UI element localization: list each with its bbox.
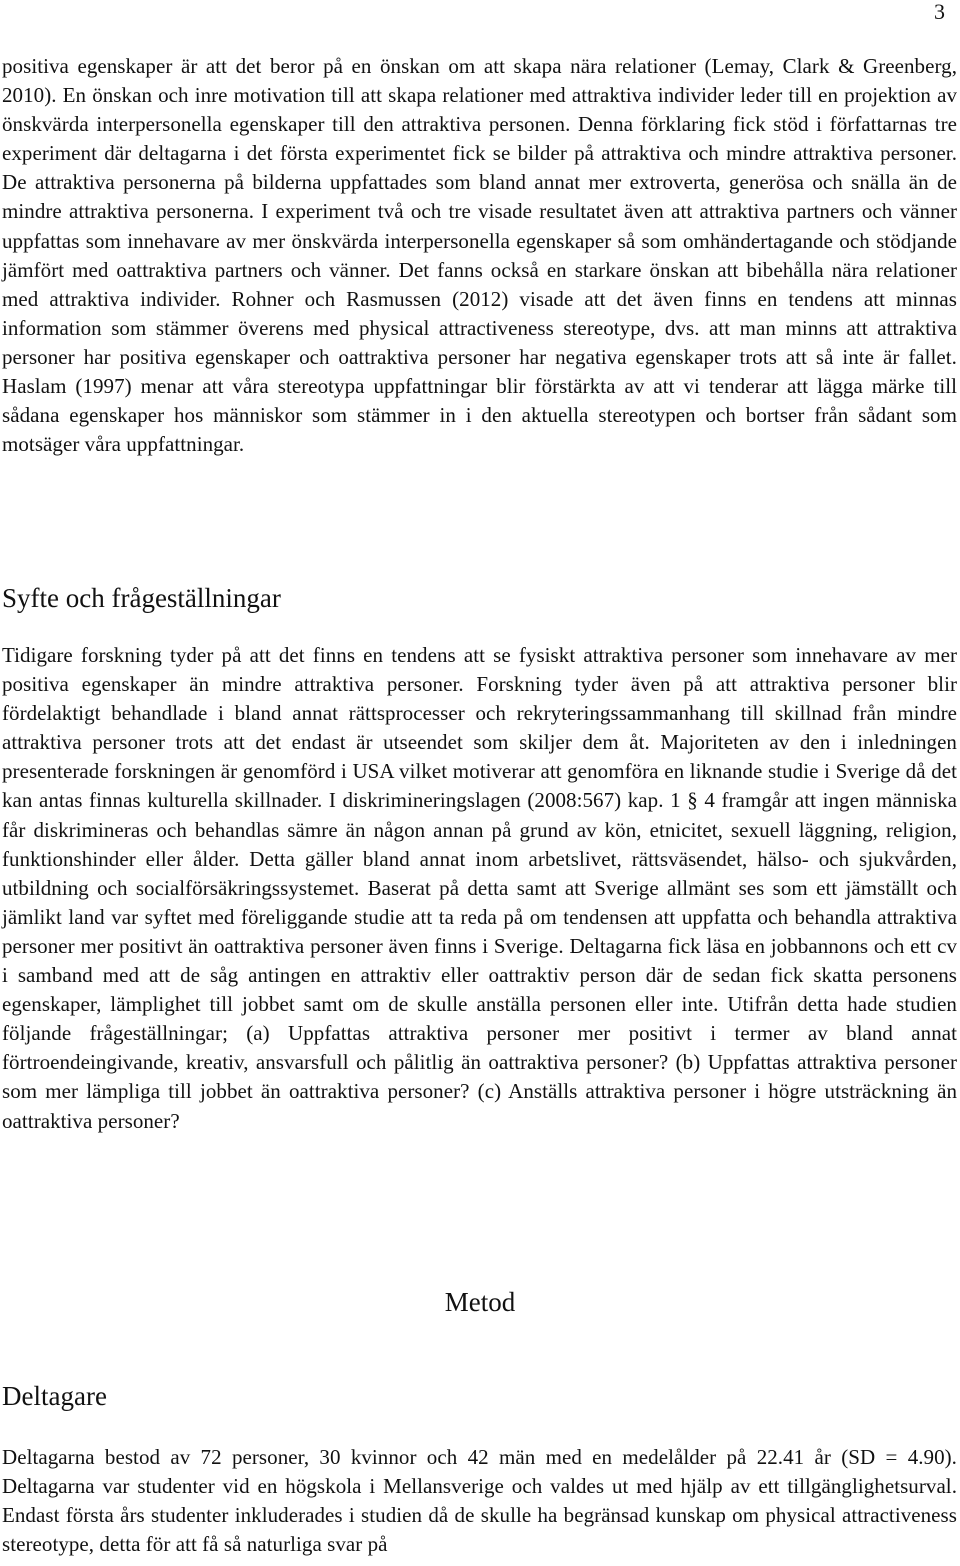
heading-syfte: Syfte och frågeställningar bbox=[2, 583, 281, 613]
paragraph-deltagare: Deltagarna bestod av 72 personer, 30 kvinnor och 42 män med en medelålder på 22.41 år (SD = 4.90). Deltagarna var studenter vid en högskola i Mellansverige och valdes ut med hjälp av ett tillgänglighetsurval. Endast första års studenter inkluderades i studien då de skulle ha begränsad kunskap om physical attractiveness stereotype, detta för att få så naturliga svar på bbox=[2, 1445, 957, 1557]
paragraph-intro: positiva egenskaper är att det beror på en önskan om att skapa nära relationer (Lemay, Clark & Greenberg, 2010). En önskan och inre motivation till att skapa relationer med attraktiva individer leder till en projektion av önskvärda interpersonella egenskaper till den attraktiva personen. Denna förklaring fick stöd i författarnas tre experiment där deltagarna i det första experimentet fick se bilder på attraktiva och mindre attraktiva personer. De attraktiva personerna på bilderna uppfattades som bland annat mer extroverta, generösa och snälla än de mindre attraktiva personerna. I experiment två och tre visade resultatet även att attraktiva partners och vänner uppfattas som innehavare av mer önskvärda interpersonella egenskaper så som omhändertagande och stödjande jämfört med oattraktiva partners och vänner. Det fanns också en starkare önskan att bibehålla nära relationer med attraktiva individer. Rohner och Rasmussen (2012) visade att det även finns en tendens att minnas information som stämmer överens med physical attractiveness stereotype, dvs. att man minns att attraktiva personer har positiva egenskaper och oattraktiva personer har negativa egenskaper trots att så inte är fallet. Haslam (1997) menar att våra stereotypa uppfattningar blir förstärkta av att vi tenderar att lägga märke till sådana egenskaper hos människor som stämmer in i den aktuella stereotypen och bortser från sådant som motsäger våra uppfattningar. bbox=[2, 54, 957, 457]
paragraph-syfte: Tidigare forskning tyder på att det finns en tendens att se fysiskt attraktiva personer som innehavare av mer positiva egenskaper än mindre attraktiva personer. Forskning tyder även på att attraktiva personer blir fördelaktigt behandlade i bland annat rättsprocesser och rekryteringssammanhang till skillnad från mindre attraktiva personer trots att det endast är utseendet som skiljer dem åt. Majoriteten av den i inledningen presenterade forskningen är genomförd i USA vilket motiverar att genomföra en liknande studie i Sverige då det kan antas finnas kulturella skillnader. I diskrimineringslagen (2008:567) kap. 1 § 4 framgår att ingen människa får diskrimineras och behandlas sämre än någon annan på grund av kön, etnicitet, sexuell läggning, religion, funktionshinder eller ålder. Detta gäller bland annat inom arbetslivet, rättsväsendet, hälso- och sjukvården, utbildning och socialförsäkringssystemet. Baserat på detta samt att Sverige allmänt ses som ett jämställt och jämlikt land var syftet med föreliggande studie att ta reda på om tendensen att uppfatta och behandla attraktiva personer mer positivt än oattraktiva personer även finns i Sverige. Deltagarna fick läsa en jobbannons och ett cv i samband med att de såg antingen en attraktiv eller oattraktiv person där de sedan fick skatta personens egenskaper, lämplighet till jobbet samt om de skulle anställa personen eller inte. Utifrån detta hade studien följande frågeställningar; (a) Uppfattas attraktiva personer mer positivt i termer av bland annat förtroendeingivande, kreativ, ansvarsfull och pålitlig än oattraktiva personer? (b) Uppfattas attraktiva personer som mer lämpliga till jobbet än oattraktiva personer? (c) Anställs attraktiva personer i högre utsträckning än oattraktiva personer? bbox=[2, 643, 957, 1133]
heading-metod: Metod bbox=[444, 1287, 516, 1317]
heading-deltagare: Deltagare bbox=[2, 1381, 107, 1411]
page-number: 3 bbox=[934, 0, 945, 24]
